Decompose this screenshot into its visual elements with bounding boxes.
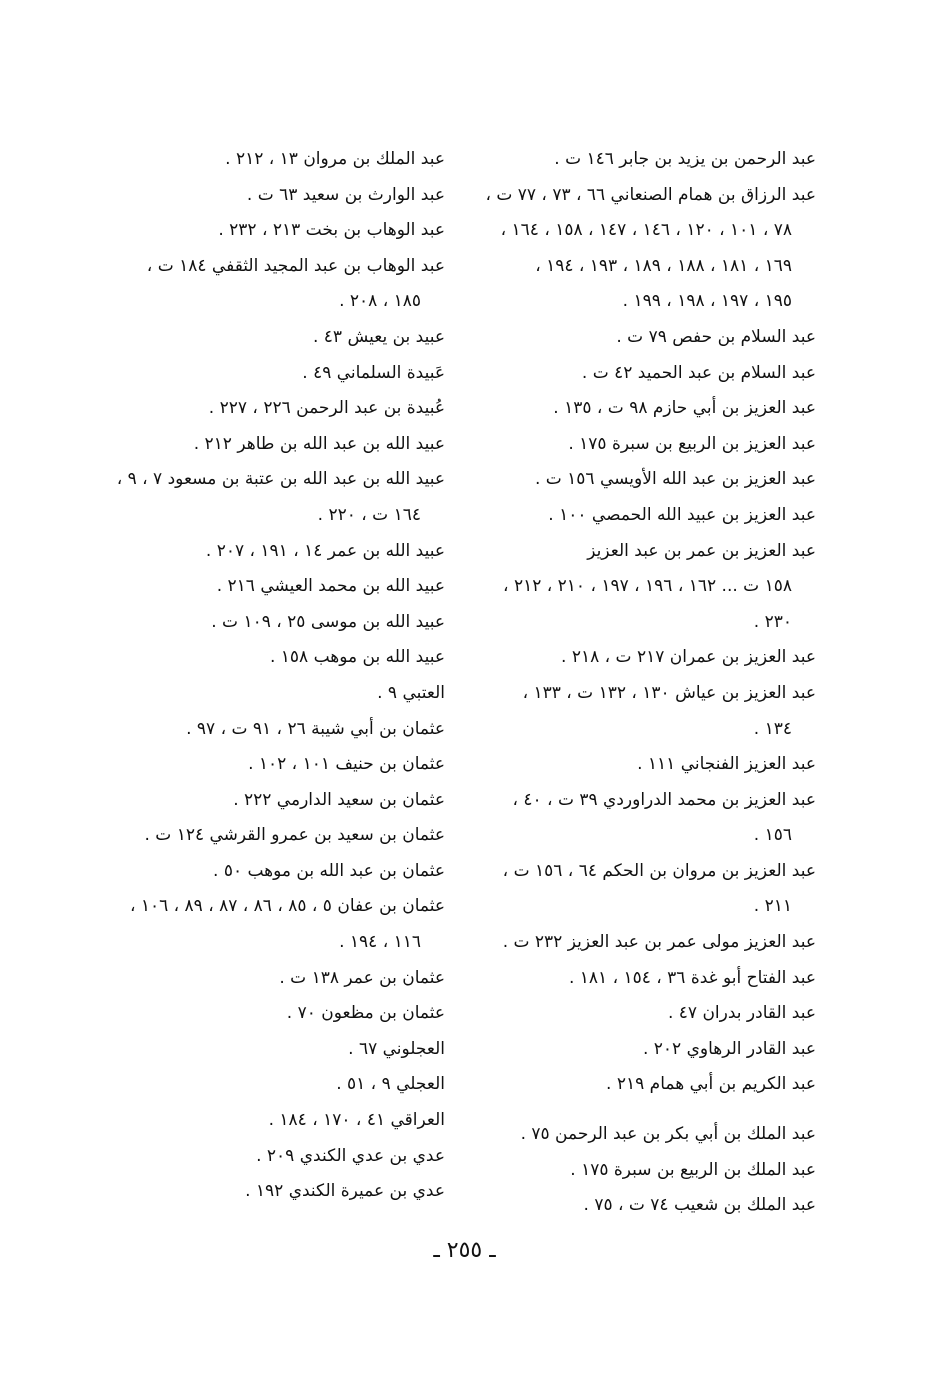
index-entry: عثمان بن أبي شيبة ٢٦ ، ٩١ ت ، ٩٧ .	[186, 718, 445, 739]
index-entry: عبيد الله بن عمر ١٤ ، ١٩١ ، ٢٠٧ .	[205, 540, 445, 561]
index-entry: عبد السلام بن حفص ٧٩ ت .	[616, 326, 816, 347]
index-entry: عبيد الله بن موهب ١٥٨ .	[269, 647, 445, 668]
index-entry: عبد الوارث بن سعيد ٦٣ ت .	[246, 184, 445, 205]
index-entry: عبد الملك بن مروان ١٣ ، ٢١٢ .	[225, 149, 445, 169]
index-entry: عبد الملك بن الربيع بن سبرة ١٧٥ .	[570, 1159, 816, 1180]
index-entry-continuation: ٧٨ ، ١٠١ ، ١٢٠ ، ١٤٦ ، ١٤٧ ، ١٥٨ ، ١٦٤ ،	[500, 220, 792, 241]
index-entry: عبد العزيز بن محمد الدراوردي ٣٩ ت ، ٤٠ ،	[512, 789, 816, 810]
index-entry: عبد العزيز بن مروان بن الحكم ٦٤ ، ١٥٦ ت ،	[502, 860, 816, 881]
index-entry: عبد العزيز بن عمر بن عبد العزيز	[587, 540, 816, 561]
index-entry: عثمان بن سعيد بن عمرو القرشي ١٢٤ ت .	[144, 825, 445, 846]
index-entry: عبد الملك بن شعيب ٧٤ ت ، ٧٥ .	[583, 1195, 816, 1216]
index-entry: عبيد الله بن محمد العيشي ٢١٦ .	[216, 576, 445, 597]
index-entry: عبد العزيز بن عمران ٢١٧ ت ، ٢١٨ .	[561, 647, 816, 668]
index-entry: عبد العزيز مولى عمر بن عبد العزيز ٢٣٢ ت .	[502, 932, 816, 953]
index-column-left	[112, 142, 445, 1210]
index-entry: عبد الكريم بن أبي همام ٢١٩ .	[606, 1074, 816, 1095]
index-entry: عدي بن عدي الكندي ٢٠٩ .	[256, 1145, 445, 1166]
index-entry: عبد العزيز بن عبيد الله الحمصي ١٠٠ .	[548, 504, 816, 525]
index-entry: عبد العزيز بن الربيع بن سبرة ١٧٥ .	[568, 433, 816, 454]
index-entry: عبد العزيز الفنجاني ١١١ .	[637, 754, 816, 775]
index-entry-continuation: ١٦٤ ت ، ٢٢٠ .	[317, 504, 421, 525]
index-entry: عبد الرزاق بن همام الصنعاني ٦٦ ، ٧٣ ، ٧٧ ت ،	[485, 184, 816, 205]
index-entry: عبد الملك بن أبي بكر بن عبد الرحمن ٧٥ .	[520, 1124, 816, 1145]
index-entry-continuation: ١٦٩ ، ١٨١ ، ١٨٨ ، ١٨٩ ، ١٩٣ ، ١٩٤ ،	[535, 255, 792, 276]
index-entry: عبد العزيز بن عياش ١٣٠ ، ١٣٢ ت ، ١٣٣ ،	[522, 682, 816, 703]
index-entry: عبد الوهاب بن بخت ٢١٣ ، ٢٣٢ .	[218, 220, 445, 241]
index-entry-continuation: ٢١١ .	[753, 896, 792, 917]
index-entry: عبد السلام بن عبد الحميد ٤٢ ت .	[581, 362, 816, 383]
index-entry: عثمان بن عفان ٥ ، ٨٥ ، ٨٦ ، ٨٧ ، ٨٩ ، ١٠٦ ،	[129, 896, 445, 917]
index-entry: عبد العزيز بن عبد الله الأويسي ١٥٦ ت .	[534, 469, 816, 490]
index-column-right	[478, 142, 816, 1224]
index-entry: عبد القادر بدران ٤٧ .	[667, 1003, 816, 1024]
index-entry-continuation: ١١٦ ، ١٩٤ .	[339, 932, 421, 953]
index-entry: عثمان بن عمر ١٣٨ ت .	[279, 967, 445, 988]
index-entry: عثمان بن مظعون ٧٠ .	[286, 1003, 445, 1024]
page-number: ـ ٢٥٥ ـ	[433, 1238, 496, 1263]
index-entry: عبيد بن يعيش ٤٣ .	[312, 326, 445, 347]
index-entry-continuation: ١٨٥ ، ٢٠٨ .	[339, 291, 421, 312]
index-entry: عبد الفتاح أبو غدة ٣٦ ، ١٥٤ ، ١٨١ .	[568, 967, 816, 988]
index-entry: عثمان بن عبد الله بن موهب ٥٠ .	[213, 860, 445, 881]
index-entry: العتبي ٩ .	[377, 682, 445, 703]
index-entry-continuation: ١٥٦ .	[753, 825, 792, 846]
index-entry: عبد القادر الرهاوي ٢٠٢ .	[642, 1038, 816, 1059]
index-entry: العراقي ٤١ ، ١٧٠ ، ١٨٤ .	[268, 1110, 445, 1131]
index-entry: عدي بن عميرة الكندي ١٩٢ .	[245, 1181, 445, 1202]
index-entry: عبد العزيز بن أبي حازم ٩٨ ت ، ١٣٥ .	[553, 398, 816, 419]
index-entry: عبيد الله بن موسى ٢٥ ، ١٠٩ ت .	[211, 611, 445, 632]
index-entry-continuation: ١٩٥ ، ١٩٧ ، ١٩٨ ، ١٩٩ .	[622, 291, 792, 312]
index-entry: عثمان بن حنيف ١٠١ ، ١٠٢ .	[248, 754, 445, 775]
index-entry: عُبيدة بن عبد الرحمن ٢٢٦ ، ٢٢٧ .	[208, 398, 445, 419]
index-entry: العجلي ٩ ، ٥١ .	[336, 1074, 445, 1095]
index-entry: عبيد الله بن عبد الله بن طاهر ٢١٢ .	[193, 433, 445, 454]
index-entry-continuation: ١٣٤ .	[753, 718, 792, 739]
index-entry-continuation: ٢٣٠ .	[753, 611, 792, 632]
index-entry: العجلوني ٦٧ .	[348, 1038, 445, 1059]
index-entry: عبد الوهاب بن عبد المجيد الثقفي ١٨٤ ت ،	[146, 255, 445, 276]
index-entry: عبيد الله بن عبد الله بن عتبة بن مسعود ٧ ، ٩ ،	[116, 469, 445, 490]
index-entry: عثمان بن سعيد الدارمي ٢٢٢ .	[233, 789, 445, 810]
index-entry-continuation: ١٥٨ ت ... ١٦٢ ، ١٩٦ ، ١٩٧ ، ٢١٠ ، ٢١٢ ،	[503, 576, 792, 597]
index-entry: عَبيدة السلماني ٤٩ .	[302, 362, 445, 383]
index-entry: عبد الرحمن بن يزيد بن جابر ١٤٦ ت .	[554, 149, 816, 169]
